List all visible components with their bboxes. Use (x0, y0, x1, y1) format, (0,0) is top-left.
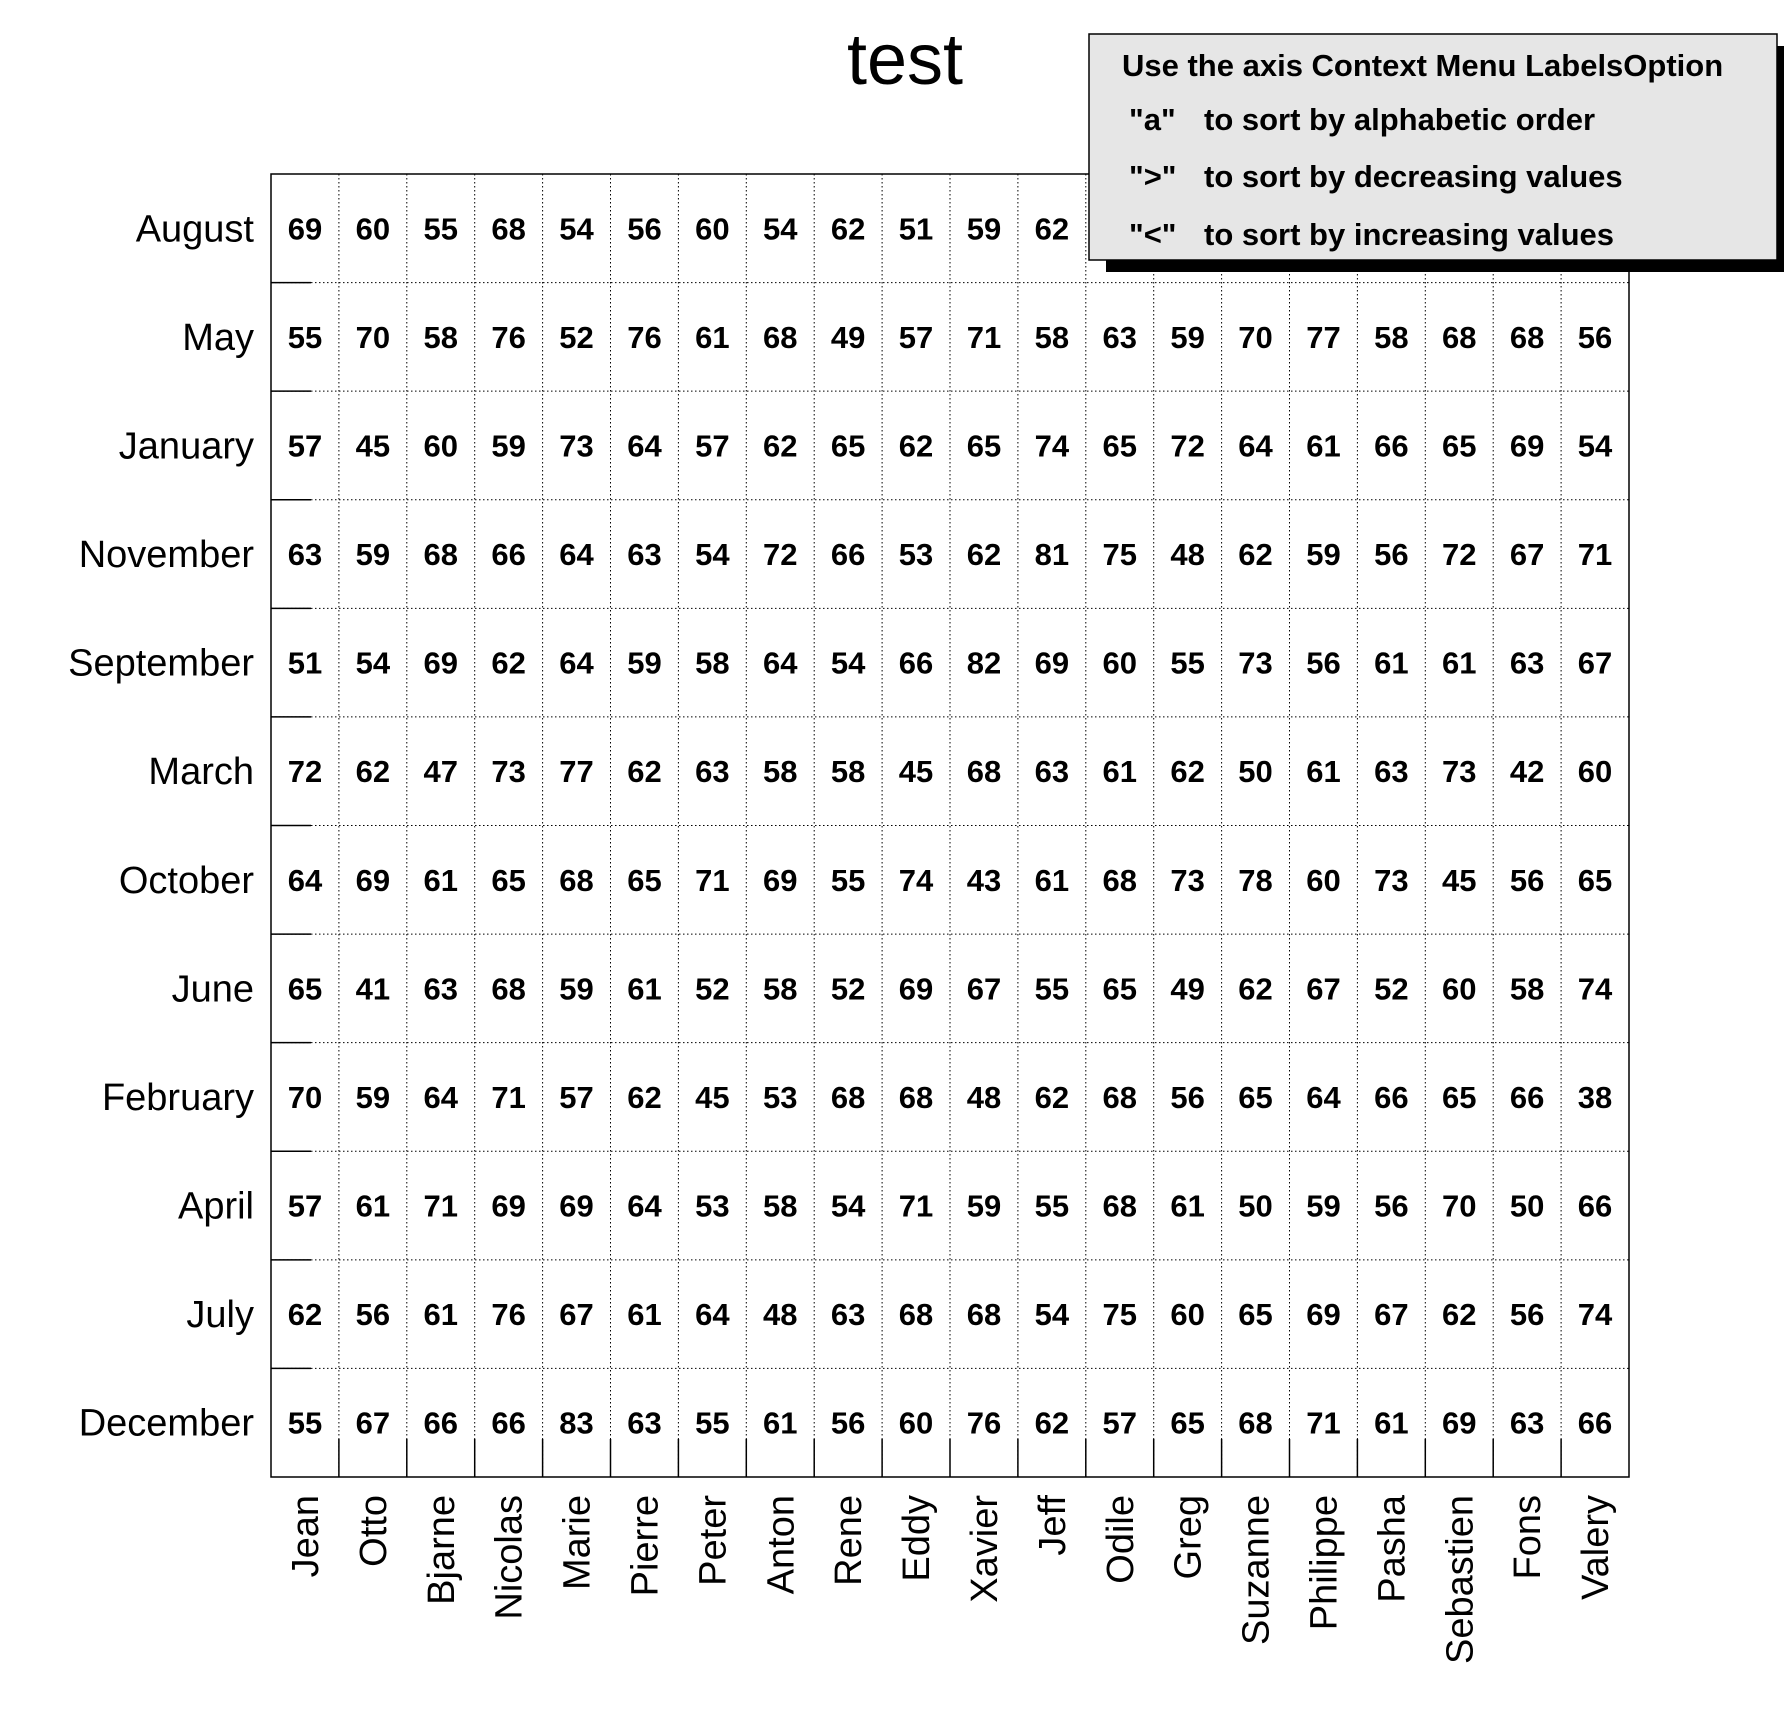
cell-value: 49 (1170, 971, 1205, 1007)
cell-value: 61 (1306, 754, 1341, 790)
cell-value: 68 (1102, 1079, 1137, 1115)
cell-value: 62 (898, 428, 934, 464)
cell-value: 70 (1442, 1188, 1477, 1224)
cell-value: 61 (423, 862, 458, 898)
cell-value: 56 (355, 1297, 391, 1333)
cell-value: 65 (1102, 971, 1137, 1007)
row-label: March (148, 751, 254, 794)
cell-value: 69 (1306, 1297, 1341, 1333)
cell-value: 57 (287, 1188, 323, 1224)
column-label: Anton (760, 1495, 803, 1595)
cell-value: 68 (898, 1297, 934, 1333)
column-label: Pierre (624, 1495, 667, 1597)
cell-value: 68 (898, 1079, 934, 1115)
legend-key-1: "a" (1129, 102, 1176, 137)
cell-value: 58 (763, 754, 798, 790)
cell-value: 55 (1170, 645, 1205, 681)
cell-value: 59 (355, 1079, 391, 1115)
cell-value: 55 (287, 1405, 323, 1441)
cell-value: 54 (830, 645, 866, 681)
cell-value: 58 (763, 1188, 798, 1224)
cell-value: 63 (1374, 754, 1409, 790)
column-label: Pasha (1371, 1495, 1414, 1603)
cell-value: 55 (1034, 971, 1070, 1007)
legend-text-1: to sort by alphabetic order (1204, 102, 1596, 137)
cell-value: 60 (695, 211, 730, 247)
cell-value: 62 (627, 1079, 662, 1115)
cell-value: 76 (491, 319, 526, 355)
cell-value: 54 (1577, 428, 1613, 464)
cell-value: 81 (1034, 537, 1070, 573)
cell-value: 59 (627, 645, 662, 681)
cell-value: 75 (1102, 1297, 1137, 1333)
cell-value: 49 (830, 319, 866, 355)
cell-value: 73 (1442, 754, 1477, 790)
cell-value: 77 (1306, 319, 1341, 355)
cell-value: 47 (423, 754, 458, 790)
cell-value: 64 (1306, 1079, 1341, 1115)
cell-value: 63 (627, 537, 662, 573)
row-labels (68, 208, 254, 1444)
row-label: June (171, 968, 254, 1011)
cell-value: 65 (627, 862, 662, 898)
legend-text-3: to sort by increasing values (1204, 217, 1615, 252)
cell-value: 64 (695, 1297, 730, 1333)
cell-value: 50 (1238, 1188, 1273, 1224)
cell-value: 67 (355, 1405, 391, 1441)
cell-value: 60 (1577, 754, 1613, 790)
cell-value: 65 (1238, 1079, 1273, 1115)
column-label: Marie (556, 1495, 599, 1591)
row-label: October (118, 859, 254, 902)
cell-value: 54 (830, 1188, 866, 1224)
cell-value: 69 (1034, 645, 1070, 681)
row-label: July (186, 1294, 254, 1337)
cell-value: 60 (1170, 1297, 1205, 1333)
column-label: Suzanne (1235, 1495, 1278, 1646)
cell-value: 68 (1102, 862, 1137, 898)
legend-header: Use the axis Context Menu LabelsOption (1122, 48, 1724, 83)
cell-value: 56 (1374, 537, 1409, 573)
cell-value: 61 (423, 1297, 458, 1333)
column-label: Rene (828, 1495, 871, 1586)
column-label: Greg (1167, 1495, 1210, 1580)
cell-value: 61 (1034, 862, 1070, 898)
cell-value: 55 (830, 862, 866, 898)
cell-value: 48 (1170, 537, 1205, 573)
legend-key-2: ">" (1129, 159, 1177, 194)
cell-value: 64 (559, 537, 594, 573)
cell-value: 58 (830, 754, 866, 790)
cell-value: 74 (1577, 1297, 1613, 1333)
cell-value: 70 (1238, 319, 1273, 355)
cell-value: 68 (763, 319, 798, 355)
cell-value: 72 (763, 537, 798, 573)
cell-value: 58 (695, 645, 730, 681)
cell-value: 64 (627, 1188, 662, 1224)
cell-value: 69 (491, 1188, 526, 1224)
cell-value: 62 (491, 645, 526, 681)
cell-value: 62 (287, 1297, 323, 1333)
cell-value: 57 (695, 428, 730, 464)
cell-value: 68 (491, 971, 526, 1007)
legend-key-3: "<" (1129, 217, 1177, 252)
column-label: Eddy (896, 1495, 939, 1582)
cell-value: 62 (966, 537, 1002, 573)
cell-value: 45 (695, 1079, 730, 1115)
column-label: Nicolas (488, 1495, 531, 1620)
cell-value: 64 (423, 1079, 458, 1115)
cell-value: 69 (355, 862, 391, 898)
cell-value: 56 (1577, 319, 1613, 355)
cell-value: 58 (1374, 319, 1409, 355)
cell-value: 67 (1306, 971, 1341, 1007)
cell-value: 76 (491, 1297, 526, 1333)
cell-value: 61 (1442, 645, 1477, 681)
cell-value: 56 (1509, 1297, 1545, 1333)
column-label: Jeff (1031, 1495, 1074, 1556)
cell-value: 66 (898, 645, 934, 681)
cell-value: 68 (830, 1079, 866, 1115)
cell-value: 71 (898, 1188, 934, 1224)
cell-value: 57 (287, 428, 323, 464)
cell-value: 61 (627, 1297, 662, 1333)
cell-value: 62 (1442, 1297, 1477, 1333)
cell-value: 75 (1102, 537, 1137, 573)
cell-value: 82 (966, 645, 1002, 681)
cell-value: 73 (559, 428, 594, 464)
cell-value: 59 (1170, 319, 1205, 355)
cell-value: 61 (355, 1188, 391, 1224)
cell-value: 63 (1509, 1405, 1545, 1441)
cell-value: 71 (1577, 537, 1613, 573)
cell-value: 68 (491, 211, 526, 247)
cell-value: 65 (1238, 1297, 1273, 1333)
legend-text-2: to sort by decreasing values (1204, 159, 1623, 194)
cell-value: 76 (627, 319, 662, 355)
cell-value: 71 (966, 319, 1002, 355)
cell-value: 69 (1442, 1405, 1477, 1441)
cell-value: 53 (898, 537, 934, 573)
row-label: November (78, 534, 254, 577)
cell-value: 61 (1306, 428, 1341, 464)
cell-value: 56 (1374, 1188, 1409, 1224)
cell-value: 66 (1509, 1079, 1545, 1115)
cell-value: 38 (1577, 1079, 1613, 1115)
cell-value: 72 (1442, 537, 1477, 573)
cell-value: 60 (1442, 971, 1477, 1007)
cell-value: 63 (627, 1405, 662, 1441)
cell-value: 59 (491, 428, 526, 464)
cell-value: 83 (559, 1405, 594, 1441)
cell-value: 73 (1238, 645, 1273, 681)
row-label: May (182, 316, 254, 359)
cell-value: 65 (491, 862, 526, 898)
cell-value: 55 (695, 1405, 730, 1441)
cell-value: 66 (491, 1405, 526, 1441)
cell-value: 57 (1102, 1405, 1137, 1441)
cell-value: 62 (1034, 211, 1070, 247)
cell-value: 55 (287, 319, 323, 355)
cell-value: 61 (627, 971, 662, 1007)
cell-value: 63 (1034, 754, 1070, 790)
cell-value: 52 (695, 971, 730, 1007)
cell-value: 56 (627, 211, 662, 247)
cell-value: 71 (1306, 1405, 1341, 1441)
row-label: February (101, 1076, 254, 1119)
cell-value: 54 (559, 211, 594, 247)
cell-value: 68 (966, 1297, 1002, 1333)
cell-value: 69 (287, 211, 323, 247)
cell-value: 69 (559, 1188, 594, 1224)
cell-value: 68 (423, 537, 458, 573)
row-label: April (177, 1185, 254, 1228)
cell-value: 72 (287, 754, 323, 790)
cell-value: 43 (966, 862, 1002, 898)
cell-value: 66 (1374, 428, 1409, 464)
cell-value: 59 (355, 537, 391, 573)
cell-value: 56 (830, 1405, 866, 1441)
cell-value: 61 (1374, 645, 1409, 681)
cell-value: 69 (423, 645, 458, 681)
cell-value: 68 (1442, 319, 1477, 355)
cell-value: 45 (1442, 862, 1477, 898)
cell-value: 65 (287, 971, 323, 1007)
column-label: Philippe (1303, 1495, 1346, 1631)
cell-value: 59 (559, 971, 594, 1007)
cell-value: 62 (627, 754, 662, 790)
cell-value: 62 (763, 428, 798, 464)
cell-value: 66 (423, 1405, 458, 1441)
cell-value: 69 (763, 862, 798, 898)
cell-value: 69 (898, 971, 934, 1007)
cell-value: 48 (763, 1297, 798, 1333)
grid (271, 174, 1629, 1477)
cell-value: 76 (966, 1405, 1002, 1441)
cell-value: 68 (966, 754, 1002, 790)
cell-value: 60 (1306, 862, 1341, 898)
cell-value: 66 (1577, 1188, 1613, 1224)
cell-value: 58 (1034, 319, 1070, 355)
cell-value: 74 (1577, 971, 1613, 1007)
cell-value: 58 (1509, 971, 1545, 1007)
cell-value: 61 (763, 1405, 798, 1441)
cell-value: 63 (830, 1297, 866, 1333)
chart-title: test (846, 20, 964, 100)
cell-value: 45 (898, 754, 934, 790)
cell-value: 63 (695, 754, 730, 790)
cell-value: 72 (1170, 428, 1205, 464)
column-label: Valery (1575, 1495, 1618, 1600)
column-label: Fons (1507, 1495, 1550, 1580)
cell-value: 61 (1374, 1405, 1409, 1441)
cell-value: 54 (1034, 1297, 1070, 1333)
cell-value: 45 (355, 428, 391, 464)
cell-value: 52 (559, 319, 594, 355)
cell-value: 73 (491, 754, 526, 790)
cell-value: 67 (966, 971, 1002, 1007)
cell-value: 57 (898, 319, 934, 355)
cell-value: 63 (1509, 645, 1545, 681)
cell-value: 59 (966, 1188, 1002, 1224)
cell-value: 57 (559, 1079, 594, 1115)
cell-value: 77 (559, 754, 594, 790)
cell-value: 67 (1577, 645, 1613, 681)
row-label: August (135, 208, 254, 251)
cell-value: 66 (491, 537, 526, 573)
cell-value: 59 (966, 211, 1002, 247)
cell-value: 51 (898, 211, 934, 247)
cell-value: 62 (1034, 1079, 1070, 1115)
cell-value: 67 (1374, 1297, 1409, 1333)
cell-value: 63 (1102, 319, 1137, 355)
column-label: Jean (284, 1495, 327, 1578)
cell-value: 54 (355, 645, 391, 681)
cell-value: 74 (1034, 428, 1070, 464)
row-label: December (78, 1402, 254, 1445)
cell-value: 65 (830, 428, 866, 464)
cell-value: 62 (355, 754, 391, 790)
cell-value: 55 (423, 211, 458, 247)
row-label: January (118, 425, 254, 468)
cell-value: 61 (1170, 1188, 1205, 1224)
cell-value: 53 (763, 1079, 798, 1115)
cell-value: 62 (1170, 754, 1205, 790)
cell-value: 73 (1170, 862, 1205, 898)
cell-value: 64 (559, 645, 594, 681)
cell-value: 69 (1509, 428, 1545, 464)
plot-frame (271, 174, 1629, 1477)
cell-value: 52 (830, 971, 866, 1007)
cell-value: 64 (1238, 428, 1273, 464)
cell-value: 60 (1102, 645, 1137, 681)
cell-value: 60 (423, 428, 458, 464)
cell-value: 62 (1238, 971, 1273, 1007)
cell-value: 70 (287, 1079, 323, 1115)
column-label: Sebastien (1439, 1495, 1482, 1665)
cell-value: 66 (1374, 1079, 1409, 1115)
cell-value: 65 (1102, 428, 1137, 464)
cell-value: 48 (966, 1079, 1002, 1115)
cell-value: 55 (1034, 1188, 1070, 1224)
cell-value: 56 (1170, 1079, 1205, 1115)
cell-value: 59 (1306, 537, 1341, 573)
cell-value: 58 (423, 319, 458, 355)
cell-value: 68 (1238, 1405, 1273, 1441)
cell-value: 66 (830, 537, 866, 573)
cell-value: 51 (287, 645, 323, 681)
cell-value: 68 (1509, 319, 1545, 355)
cell-value: 65 (1442, 1079, 1477, 1115)
cell-value: 68 (559, 862, 594, 898)
cell-value: 74 (898, 862, 934, 898)
cell-value: 64 (763, 645, 798, 681)
cell-value: 65 (1442, 428, 1477, 464)
cell-value: 60 (898, 1405, 934, 1441)
cell-value: 68 (1102, 1188, 1137, 1224)
cell-value: 54 (763, 211, 798, 247)
cell-value: 62 (1034, 1405, 1070, 1441)
cell-value: 60 (355, 211, 391, 247)
column-label: Bjarne (420, 1495, 463, 1605)
column-labels (285, 1494, 1617, 1664)
cell-value: 58 (763, 971, 798, 1007)
cell-value: 62 (830, 211, 866, 247)
column-label: Odile (1099, 1495, 1142, 1584)
cell-value: 63 (423, 971, 458, 1007)
cell-value: 61 (695, 319, 730, 355)
cell-value: 56 (1306, 645, 1341, 681)
cell-value: 65 (1577, 862, 1613, 898)
column-label: Peter (692, 1495, 735, 1586)
cell-value: 41 (355, 971, 391, 1007)
cell-value: 65 (1170, 1405, 1205, 1441)
cell-value: 53 (695, 1188, 730, 1224)
cell-value: 62 (1238, 537, 1273, 573)
cell-value: 50 (1509, 1188, 1545, 1224)
cell-value: 71 (695, 862, 730, 898)
cell-value: 56 (1509, 862, 1545, 898)
row-label: September (68, 642, 254, 685)
cell-value: 64 (627, 428, 662, 464)
legend (1089, 34, 1784, 272)
cell-value: 67 (1509, 537, 1545, 573)
cell-value: 78 (1238, 862, 1273, 898)
column-label: Xavier (963, 1495, 1006, 1603)
cell-value: 54 (695, 537, 730, 573)
cell-value: 61 (1102, 754, 1137, 790)
cell-value: 63 (287, 537, 323, 573)
cell-value: 50 (1238, 754, 1273, 790)
cell-value: 71 (423, 1188, 458, 1224)
cell-value: 59 (1306, 1188, 1341, 1224)
cell-value: 70 (355, 319, 391, 355)
cell-value: 66 (1577, 1405, 1613, 1441)
cell-value: 71 (491, 1079, 526, 1115)
cell-value: 73 (1374, 862, 1409, 898)
cell-value: 64 (287, 862, 323, 898)
cell-value: 52 (1374, 971, 1409, 1007)
column-label: Otto (352, 1495, 395, 1567)
cell-value: 65 (966, 428, 1002, 464)
cell-value: 42 (1509, 754, 1545, 790)
cell-value: 67 (559, 1297, 594, 1333)
